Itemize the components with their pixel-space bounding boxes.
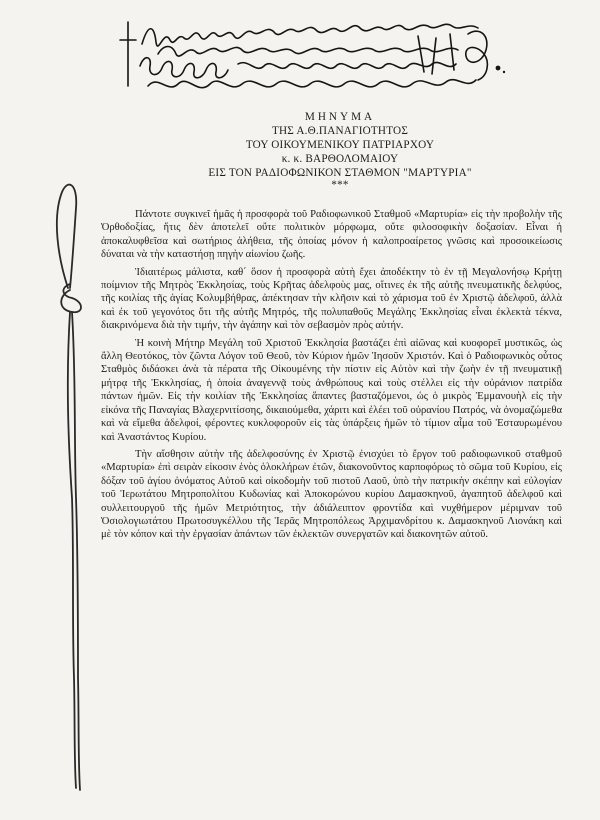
patriarch-signature	[118, 14, 510, 100]
message-title: ΜΗΝΥΜΑ	[304, 111, 376, 123]
header-separator: ***	[331, 179, 349, 191]
paragraph-4: Τὴν αἴσθησιν αὐτὴν τῆς ἀδελφοσύνης ἐν Χριστῷ ἐνισχύει τὸ ἔργον τοῦ ραδιοφωνικοῦ σταθμοῦ «Μαρτυρία» ἐπὶ σειρὰν εἰκοσιν ἑνὸς ὁλοκλήρων ἐτῶν, διακονοῦντος καρποφόρως τὸ σῶμα τοῦ Κυρίου, εἰς δόξαν τοῦ ἁγίου ὀνόματος Αὐτοῦ καὶ οἰκοδομὴν τοῦ πιστοῦ Λαοῦ, ὑπὸ τὴν πατρικὴν σκέπην καὶ εὐλογίαν τοῦ Ἱερωτάτου Μητροπολίτου Κυδωνίας καὶ Ἀποκορώνου κυρίου Δαμασκηνοῦ, ἀγαπητοῦ ἀδελφοῦ καὶ συλλειτουργοῦ τῆς ἡμῶν Μετριότητος, τὴν ἀδιάλειπτον φροντίδα καὶ νυχθήμερον μέριμναν τοῦ Ὁσιολογιωτάτου Πρωτοσυγκέλλου τῆς Ἱερᾶς Μητροπόλεως Ἀρχιμανδρίτου κ. Δαμασκηνοῦ Λιονάκη καὶ μὲ τὸν κόπον καὶ τὴν ἐργασίαν ἁπάντων τῶν ἐκλεκτῶν συνεργατῶν καὶ διακονητῶν αὐτοῦ.	[101, 448, 562, 541]
paragraph-3: Ἡ κοινὴ Μήτηρ Μεγάλη τοῦ Χριστοῦ Ἐκκλησία βαστάζει ἐπὶ αἰῶνας καὶ κυοφορεῖ μυστικῶς, ὡς ἄλλη Θεοτόκος, τὸν ζῶντα Λόγον τοῦ Θεοῦ, τὸν Κύριον ἡμῶν Ἰησοῦν Χριστόν. Καὶ ὁ Ραδιοφωνικὸς οὗτος Σταθμὸς διδάσκει ἀνὰ τὰ πέρατα τῆς Οἰκουμένης τὴν πίστιν εἰς Αὐτὸν καὶ τὴν ζωὴν ἐν τῇ πνευματικῇ μήτρᾳ τῆς Ἐκκλησίας, ἡ ὁποία ἀναγεννᾷ τοὺς ἀνθρώπους καὶ τοὺς στέλλει εἰς τὴν οὐράνιον πατρίδα πάντων ἡμῶν. Εἰς τὴν κοιλίαν τῆς Ἐκκλησίας ἅπαντες βασταζόμενοι, ὡς ὁ μικρὸς Ἐμμανουὴλ εἰς τὴν εἰκόνα τῆς Παναγίας Βλαχερνιτίσσης, δικαιούμεθα, χάριτι καὶ ἐλέει τοῦ οὐρανίου Πατρός, νὰ ὀνομαζώμεθα καὶ νὰ εἴμεθα ἀδελφοί, φέροντες κυκλοφοροῦν εἰς τὰς ὑπάρξεις ἡμῶν τὸ τίμιον αἷμα τοῦ Ἐσταυρωμένου καὶ Ἀναστάντος Κυρίου.	[101, 337, 562, 443]
binding-cord	[38, 178, 98, 798]
message-body	[101, 208, 562, 546]
document-header	[150, 110, 530, 192]
header-line-1: ΤΗΣ Α.Θ.ΠΑΝΑΓΙΟΤΗΤΟΣ	[271, 125, 409, 137]
header-line-2: ΤΟΥ ΟΙΚΟΥΜΕΝΙΚΟΥ ΠΑΤΡΙΑΡΧΟΥ	[245, 139, 435, 151]
header-line-3: κ. κ. ΒΑΡΘΟΛΟΜΑΙΟΥ	[281, 153, 399, 165]
header-line-4: ΕΙΣ ΤΟΝ ΡΑΔΙΟΦΩΝΙΚΟΝ ΣΤΑΘΜΟΝ "ΜΑΡΤΥΡΙΑ"	[208, 167, 472, 179]
paragraph-2: Ἰδιαιτέρως μάλιστα, καθ΄ ὅσον ἡ προσφορὰ αὐτὴ ἔχει ἀποδέκτην τὸ ἐν τῇ Μεγαλονήσῳ Κρήτῃ ποίμνιον τῆς Μητρὸς Ἐκκλησίας, τοὺς Κρῆτας ἀδελφοὺς μας, οἵτινες ἐκ τῆς αὐτῆς πνευματικῆς δελφύος, τῆς κοιλίας τῆς ἁγίας Κολυμβήθρας, ἀπέκτησαν τὴν κλῆσιν καὶ τὸ χάρισμα τοῦ ἐν Χριστῷ ἀδελφοῦ, ἀλλὰ καὶ ἐκ τοῦ γεγονότος ὅτι τῆς αὐτῆς Μητρός, τῆς πολυπαθοῦς Μεγάλης Ἐκκλησίας εἶναι ἐκλεκτὰ τέκνα, διακρινόμενα διὰ τὴν τιμήν, τὴν ἀγάπην καὶ τὸν σεβασμὸν πρὸς αὐτήν.	[101, 266, 562, 332]
paragraph-1: Πάντοτε συγκινεῖ ἡμᾶς ἡ προσφορὰ τοῦ Ραδιοφωνικοῦ Σταθμοῦ «Μαρτυρία» εἰς τὴν προβολὴν τῆς Ὀρθοδοξίας, ἥτις δὲν ἀποτελεῖ οὔτε πολιτικὸν μόρφωμα, οὔτε φιλοσοφικὴν δοξασίαν. Εἶναι ἡ ἀποκαλυφθεῖσα καὶ σωτήριος ἀλήθεια, τῆς ὁποίας μόνον ἡ καλοπροαίρετος γνῶσις καὶ προσοικείωσις δύναται νὰ τὴν καταστήσῃ πηγὴν αἰωνίου ζωῆς.	[101, 209, 562, 261]
